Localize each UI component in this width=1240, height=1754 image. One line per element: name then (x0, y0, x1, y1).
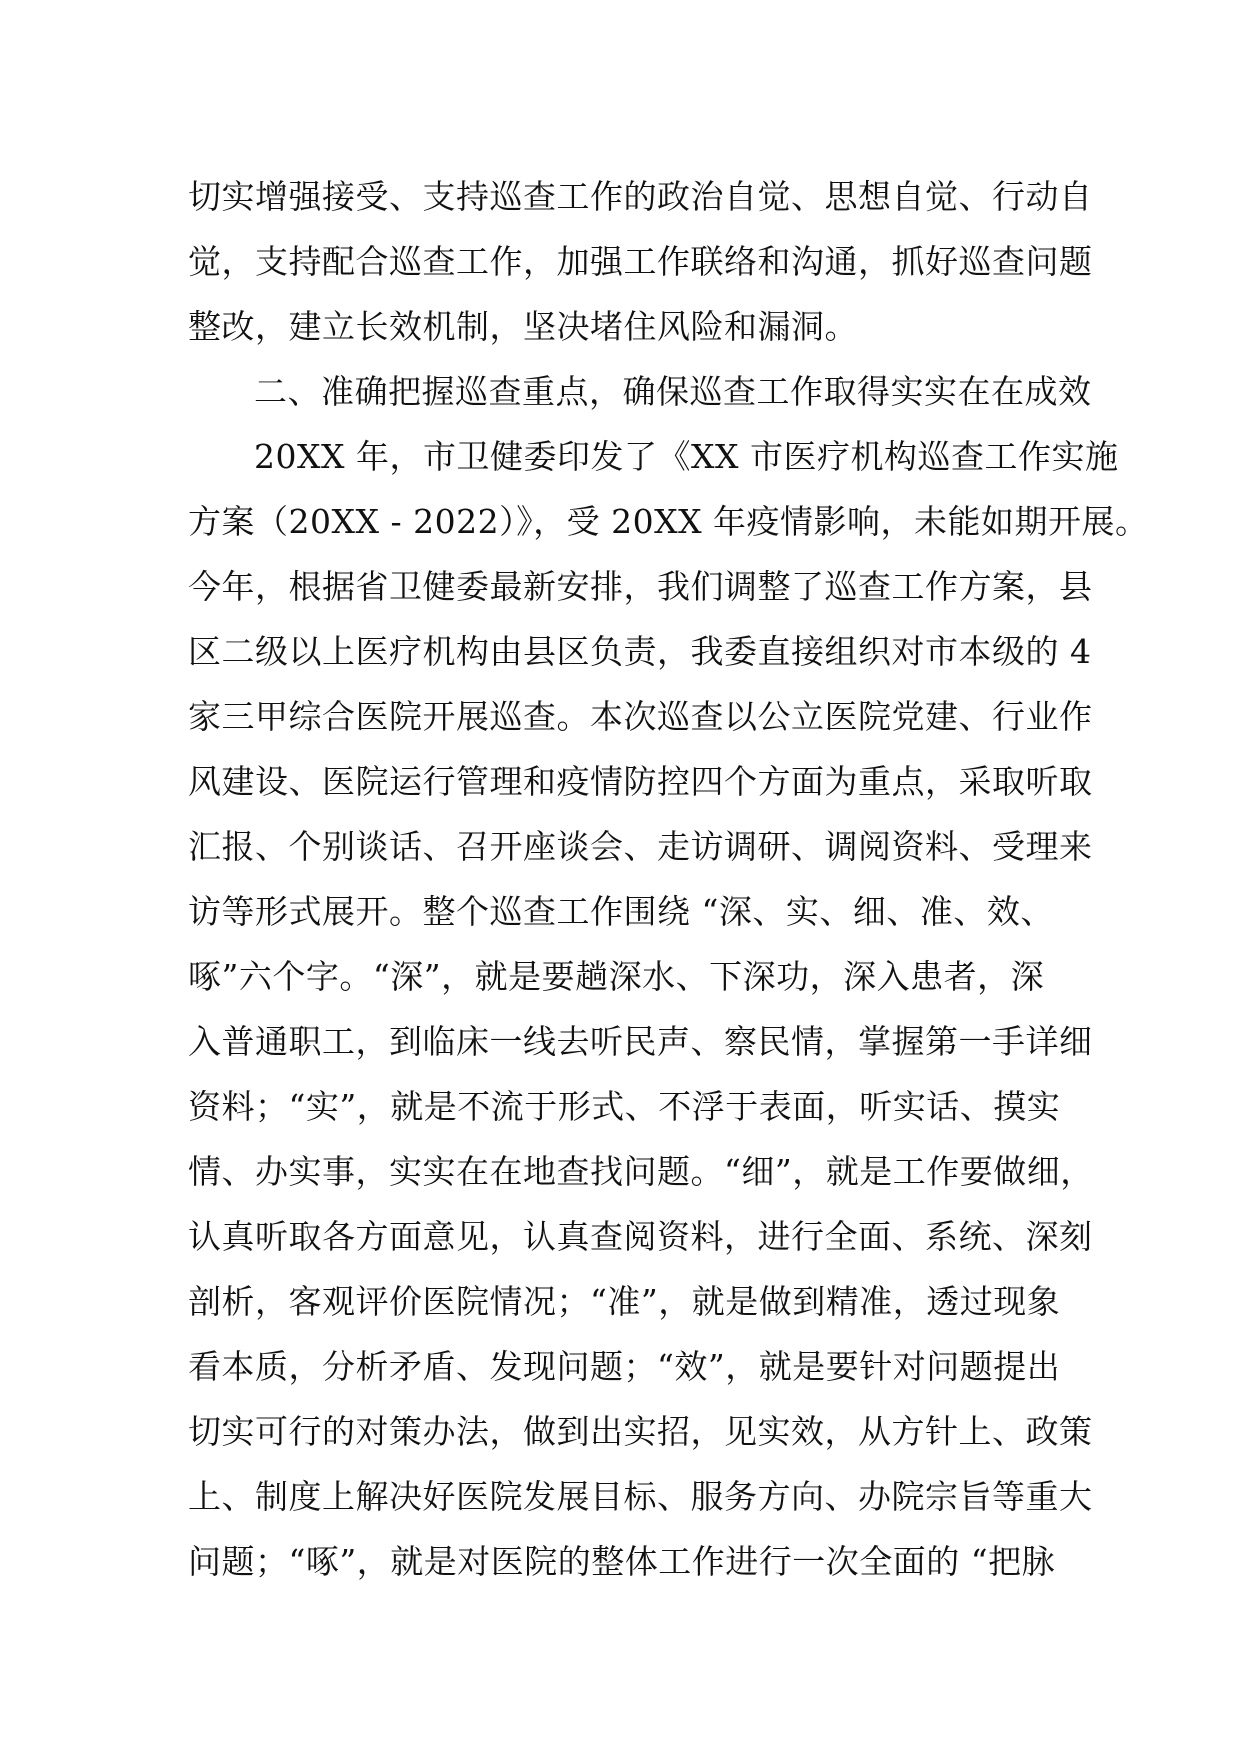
text-line: 访等形式展开。整个巡查工作围绕 “深、实、细、准、效、 (188, 892, 1054, 931)
text-line: 今年，根据省卫健委最新安排，我们调整了巡查工作方案，县 (188, 567, 1093, 606)
text-line: 认真听取各方面意见，认真查阅资料，进行全面、系统、深刻 (188, 1217, 1093, 1256)
text-line: 看本质，分析矛盾、发现问题；“效”，就是要针对问题提出 (188, 1347, 1061, 1386)
text-line: 方案（20XX - 2022）》，受 20XX 年疫情影响，未能如期开展。 (188, 502, 1149, 541)
text-line: 整改，建立长效机制，坚决堵住风险和漏洞。 (188, 307, 858, 346)
text-line: 剖析，客观评价医院情况；“准”，就是做到精准，透过现象 (188, 1282, 1061, 1321)
text-line: 家三甲综合医院开展巡查。本次巡查以公立医院党建、行业作 (188, 697, 1093, 736)
text-line: 问题；“啄”，就是对医院的整体工作进行一次全面的 “把脉 (188, 1542, 1056, 1581)
body-text (188, 164, 1149, 1594)
text-line: 汇报、个别谈话、召开座谈会、走访调研、调阅资料、受理来 (188, 827, 1093, 866)
text-line: 入普通职工，到临床一线去听民声、察民情，掌握第一手详细 (188, 1022, 1093, 1061)
text-line: 觉，支持配合巡查工作，加强工作联络和沟通，抓好巡查问题 (188, 242, 1093, 281)
text-line: 啄”六个字。“深”，就是要趟深水、下深功，深入患者，深 (188, 957, 1045, 996)
section-heading: 二、准确把握巡查重点，确保巡查工作取得实实在在成效 (254, 372, 1092, 411)
text-line: 上、制度上解决好医院发展目标、服务方向、办院宗旨等重大 (188, 1477, 1093, 1516)
text-line: 资料；“实”，就是不流于形式、不浮于表面，听实话、摸实 (188, 1087, 1061, 1126)
text-line: 切实可行的对策办法，做到出实招，见实效，从方针上、政策 (188, 1412, 1093, 1451)
text-line: 情、办实事，实实在在地查找问题。“细”，就是工作要做细， (188, 1152, 1094, 1191)
text-line: 区二级以上医疗机构由县区负责，我委直接组织对市本级的 4 (188, 632, 1092, 671)
text-line: 切实增强接受、支持巡查工作的政治自觉、思想自觉、行动自 (188, 177, 1093, 216)
text-line: 风建设、医院运行管理和疫情防控四个方面为重点，采取听取 (188, 762, 1093, 801)
paragraph-first-line: 20XX 年，市卫健委印发了《XX 市医疗机构巡查工作实施 (254, 437, 1119, 476)
